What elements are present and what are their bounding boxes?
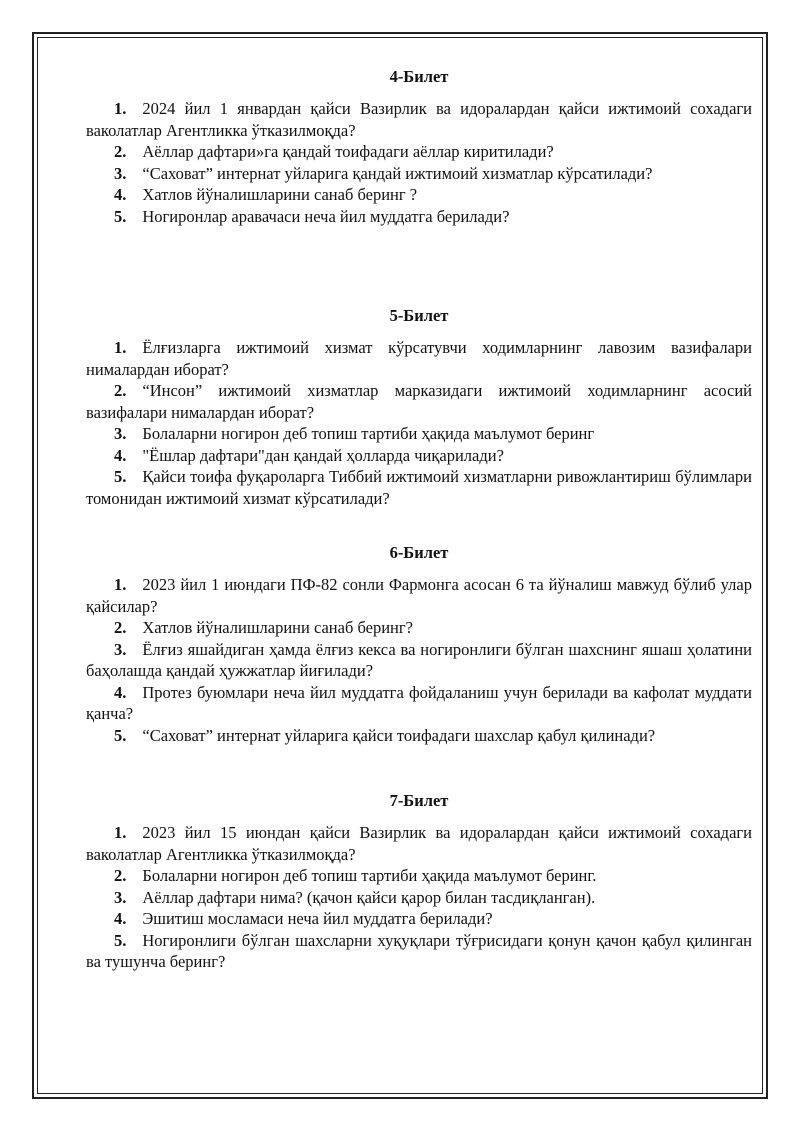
question-text: "Ёшлар дафтари"дан қандай ҳолларда чиқарилади? <box>142 445 504 465</box>
question-item <box>86 141 752 163</box>
question-text: 2024 йил 1 январдан қайси Вазирлик ва идоралардан қайси ижтимоий сохадаги ваколатлар Агентликка ўтказилмоқда? <box>86 99 752 140</box>
question-text: “Саховат” интернат уйларига қайси тоифадаги шахслар қабул қилинади? <box>142 725 656 745</box>
question-number: 1. <box>114 823 127 842</box>
question-item <box>86 865 752 887</box>
question-number: 5. <box>114 930 127 950</box>
question-number: 5. <box>114 725 127 745</box>
question-text: Ногиронлар аравачаси неча йил муддатга берилади? <box>142 206 510 226</box>
question-number: 2. <box>114 381 127 400</box>
question-item <box>86 682 752 725</box>
question-item <box>86 163 752 185</box>
question-item <box>86 617 752 639</box>
question-item <box>86 930 752 973</box>
question-item <box>86 822 752 865</box>
question-item <box>86 184 752 206</box>
question-number: 5. <box>114 206 127 226</box>
question-item <box>86 423 752 445</box>
question-number: 5. <box>114 467 127 486</box>
question-text: Протез буюмлари неча йил муддатга фойдаланиш учун берилади ва кафолат муддати қанча? <box>86 682 752 723</box>
question-text: 2023 йил 15 июндан қайси Вазирлик ва идоралардан қайси ижтимоий сохадаги ваколатлар Агентликка ўтказилмоқда? <box>86 823 752 864</box>
question-item <box>86 574 752 617</box>
question-text: Болаларни ногирон деб топиш тартиби ҳақида маълумот беринг. <box>142 866 597 885</box>
question-number: 2. <box>114 866 127 885</box>
ticket-title: 7-Билет <box>389 791 449 810</box>
question-item <box>86 98 752 141</box>
question-number: 4. <box>114 185 127 204</box>
question-text: Хатлов йўналишларини санаб беринг? <box>142 618 413 637</box>
question-number: 1. <box>114 338 127 357</box>
question-item <box>86 206 752 228</box>
question-text: Аёллар дафтари нима? (қачон қайси қарор билан тасдиқланган). <box>142 887 596 907</box>
question-text: Ёлғиз яшайдиган ҳамда ёлғиз кекса ва ногиронлиги бўлган шахснинг яшаш ҳолатини баҳолашда қандай ҳужжатлар йиғилади? <box>86 639 752 680</box>
question-item <box>86 725 752 747</box>
question-number: 1. <box>114 575 127 594</box>
question-number: 3. <box>114 887 127 907</box>
question-text: Ногиронлиги бўлган шахсларни хуқуқлари тўғрисидаги қонун қачон қабул қилинган ва тушунча беринг? <box>86 930 752 971</box>
ticket-4 <box>86 66 752 227</box>
question-text: Болаларни ногирон деб топиш тартиби ҳақида маълумот беринг <box>142 424 595 443</box>
ticket-7 <box>86 790 752 973</box>
question-item <box>86 337 752 380</box>
question-item <box>86 380 752 423</box>
question-item <box>86 887 752 909</box>
question-item <box>86 445 752 467</box>
ticket-title: 6-Билет <box>389 543 449 562</box>
ticket-5 <box>86 305 752 509</box>
question-item <box>86 466 752 509</box>
question-number: 3. <box>114 639 127 659</box>
ticket-title: 4-Билет <box>389 67 449 86</box>
question-number: 3. <box>114 163 127 183</box>
question-text: Қайси тоифа фуқароларга Тиббий ижтимоий хизматларни ривожлантириш бўлимлари томонидан ижтимоий хизмат кўрсатилади? <box>86 467 752 508</box>
question-number: 3. <box>114 424 127 443</box>
question-text: Ёлғизларга ижтимоий хизмат кўрсатувчи ходимларнинг лавозим вазифалари нималардан иборат? <box>86 338 752 379</box>
question-number: 2. <box>114 142 127 161</box>
question-number: 2. <box>114 618 127 637</box>
question-number: 1. <box>114 99 127 118</box>
question-text: Аёллар дафтари»га қандай тоифадаги аёллар киритилади? <box>142 142 554 161</box>
question-number: 4. <box>114 445 127 465</box>
ticket-6 <box>86 542 752 746</box>
question-item <box>86 639 752 682</box>
question-text: “Саховат” интернат уйларига қандай ижтимоий хизматлар кўрсатилади? <box>142 163 653 183</box>
question-text: Эшитиш мосламаси неча йил муддатга берилади? <box>142 909 493 928</box>
question-number: 4. <box>114 682 127 702</box>
question-text: Хатлов йўналишларини санаб беринг ? <box>142 185 418 204</box>
question-item <box>86 908 752 930</box>
ticket-title: 5-Билет <box>389 306 449 325</box>
question-number: 4. <box>114 909 127 928</box>
question-text: 2023 йил 1 июндаги ПФ-82 сонли Фармонга асосан 6 та йўналиш мавжуд бўлиб улар қайсилар? <box>86 575 752 616</box>
question-text: “Инсон” ижтимоий хизматлар марказидаги ижтимоий ходимларнинг асосий вазифалари нималардан иборат? <box>86 381 752 422</box>
